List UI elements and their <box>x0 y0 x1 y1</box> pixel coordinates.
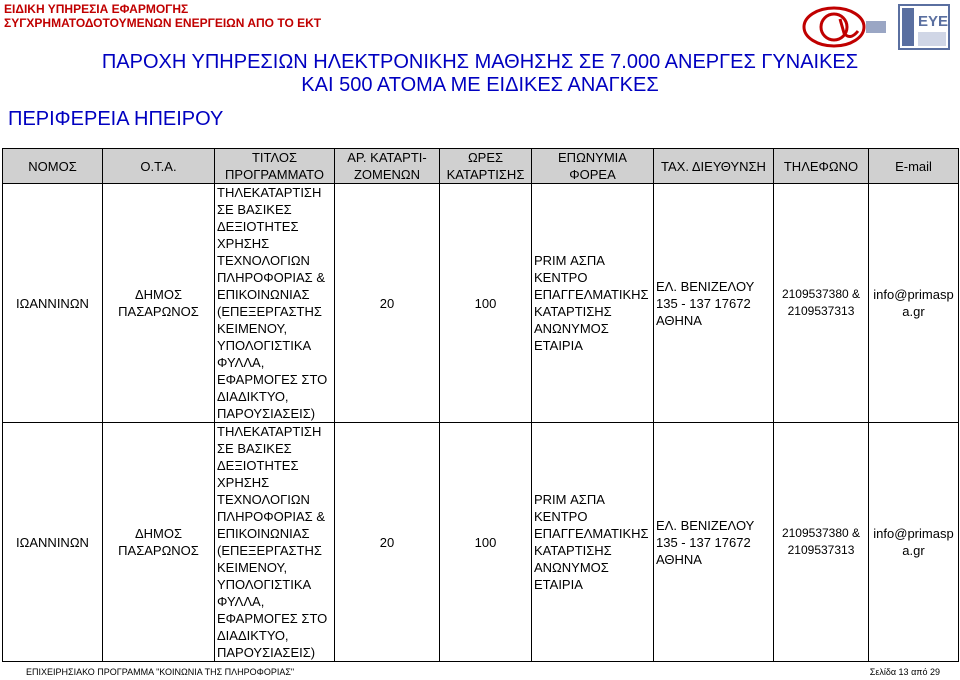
cell-address: ΕΛ. ΒΕΝΙΖΕΛΟΥ 135 - 137 17672 ΑΘΗΝΑ <box>654 423 774 662</box>
header-line-2: ΣΥΓΧΡΗΜΑΤΟΔΟΤΟΥΜΕΝΩΝ ΕΝΕΡΓΕΙΩΝ ΑΠΟ ΤΟ ΕΚΤ <box>4 16 322 30</box>
cell-email[interactable]: info@primasp a.gr <box>869 184 959 423</box>
col-header-hours: ΩΡΕΣ ΚΑΤΑΡΤΙΣΗΣ <box>440 149 532 184</box>
col-header-title: ΤΙΤΛΟΣ ΠΡΟΓΡΑΜΜΑΤΟ <box>215 149 335 184</box>
cell-trainees: 20 <box>335 423 440 662</box>
cell-provider: PRIM ΑΣΠΑ ΚΕΝΤΡΟ ΕΠΑΓΓΕΛΜΑΤΙΚΗΣ ΚΑΤΑΡΤΙΣΗΣ ΑΝΩΝΥΜΟΣ ΕΤΑΙΡΙΑ <box>532 184 654 423</box>
table-row <box>3 423 959 662</box>
col-header-provider: ΕΠΩΝΥΜΙΑ ΦΟΡΕΑ <box>532 149 654 184</box>
col-header-trainees: ΑΡ. ΚΑΤΑΡΤΙ- ΖΟΜΕΝΩΝ <box>335 149 440 184</box>
footer-page-number: Σελίδα 13 από 29 <box>869 667 940 677</box>
cell-address: ΕΛ. ΒΕΝΙΖΕΛΟΥ 135 - 137 17672 ΑΘΗΝΑ <box>654 184 774 423</box>
cell-nomos: ΙΩΑΝΝΙΝΩΝ <box>3 184 103 423</box>
cell-nomos: ΙΩΑΝΝΙΝΩΝ <box>3 423 103 662</box>
eye-logo-text: ΕΥΕ <box>918 13 949 30</box>
col-header-email: E-mail <box>869 149 959 184</box>
cell-hours: 100 <box>440 423 532 662</box>
col-header-address: ΤΑΧ. ΔΙΕΥΘΥΝΣΗ <box>654 149 774 184</box>
footer-program-name: ΕΠΙΧΕΙΡΗΣΙΑΚΟ ΠΡΟΓΡΑΜΜΑ "ΚΟΙΝΩΝΙΑ ΤΗΣ ΠΛΗΡΟΦΟΡΙΑΣ" <box>26 667 295 677</box>
cell-phone: 2109537380 & 2109537313 <box>774 423 869 662</box>
col-header-phone: ΤΗΛΕΦΩΝΟ <box>774 149 869 184</box>
programs-table <box>2 148 959 662</box>
document-title-line-2: ΚΑΙ 500 ΑΤΟΜΑ ΜΕ ΕΙΔΙΚΕΣ ΑΝΑΓΚΕΣ <box>301 74 659 96</box>
cell-title: ΤΗΛΕΚΑΤΑΡΤΙΣΗ ΣΕ ΒΑΣΙΚΕΣ ΔΕΞΙΟΤΗΤΕΣ ΧΡΗΣΗΣ ΤΕΧΝΟΛΟΓΙΩΝ ΠΛΗΡΟΦΟΡΙΑΣ & ΕΠΙΚΟΙΝΩΝΙΑΣ (ΕΠΕΞΕΡΓΑΣΤΗΣ ΚΕΙΜΕΝΟΥ, ΥΠΟΛΟΓΙΣΤΙΚΑ ΦΥΛΛΑ, ΕΦΑΡΜΟΓΕΣ ΣΤΟ ΔΙΑΔΙΚΤΥΟ, ΠΑΡΟΥΣΙΑΣΕΙΣ) <box>215 423 335 662</box>
cell-trainees: 20 <box>335 184 440 423</box>
cell-title: ΤΗΛΕΚΑΤΑΡΤΙΣΗ ΣΕ ΒΑΣΙΚΕΣ ΔΕΞΙΟΤΗΤΕΣ ΧΡΗΣΗΣ ΤΕΧΝΟΛΟΓΙΩΝ ΠΛΗΡΟΦΟΡΙΑΣ & ΕΠΙΚΟΙΝΩΝΙΑΣ (ΕΠΕΞΕΡΓΑΣΤΗΣ ΚΕΙΜΕΝΟΥ, ΥΠΟΛΟΓΙΣΤΙΚΑ ΦΥΛΛΑ, ΕΦΑΡΜΟΓΕΣ ΣΤΟ ΔΙΑΔΙΚΤΥΟ, ΠΑΡΟΥΣΙΑΣΕΙΣ) <box>215 184 335 423</box>
table-row <box>3 184 959 423</box>
region-heading: ΠΕΡΙΦΕΡΕΙΑ ΗΠΕΙΡΟΥ <box>8 108 224 130</box>
cell-phone: 2109537380 & 2109537313 <box>774 184 869 423</box>
logos <box>796 2 956 52</box>
cell-ota: ΔΗΜΟΣ ΠΑΣΑΡΩΝΟΣ <box>103 184 215 423</box>
cell-provider: PRIM ΑΣΠΑ ΚΕΝΤΡΟ ΕΠΑΓΓΕΛΜΑΤΙΚΗΣ ΚΑΤΑΡΤΙΣΗΣ ΑΝΩΝΥΜΟΣ ΕΤΑΙΡΙΑ <box>532 423 654 662</box>
cell-hours: 100 <box>440 184 532 423</box>
cell-email[interactable]: info@primasp a.gr <box>869 423 959 662</box>
cell-ota: ΔΗΜΟΣ ΠΑΣΑΡΩΝΟΣ <box>103 423 215 662</box>
document-title-line-1: ΠΑΡΟΧΗ ΥΠΗΡΕΣΙΩΝ ΗΛΕΚΤΡΟΝΙΚΗΣ ΜΑΘΗΣΗΣ ΣΕ 7.000 ΑΝΕΡΓΕΣ ΓΥΝΑΙΚΕΣ <box>101 51 859 73</box>
at-sign-logo-icon <box>800 5 890 49</box>
header-line-1: ΕΙΔΙΚΗ ΥΠΗΡΕΣΙΑ ΕΦΑΡΜΟΓΗΣ <box>4 2 189 16</box>
col-header-ota: Ο.Τ.Α. <box>103 149 215 184</box>
eye-logo-icon <box>898 4 950 50</box>
table-header-row <box>3 149 959 184</box>
col-header-nomos: ΝΟΜΟΣ <box>3 149 103 184</box>
